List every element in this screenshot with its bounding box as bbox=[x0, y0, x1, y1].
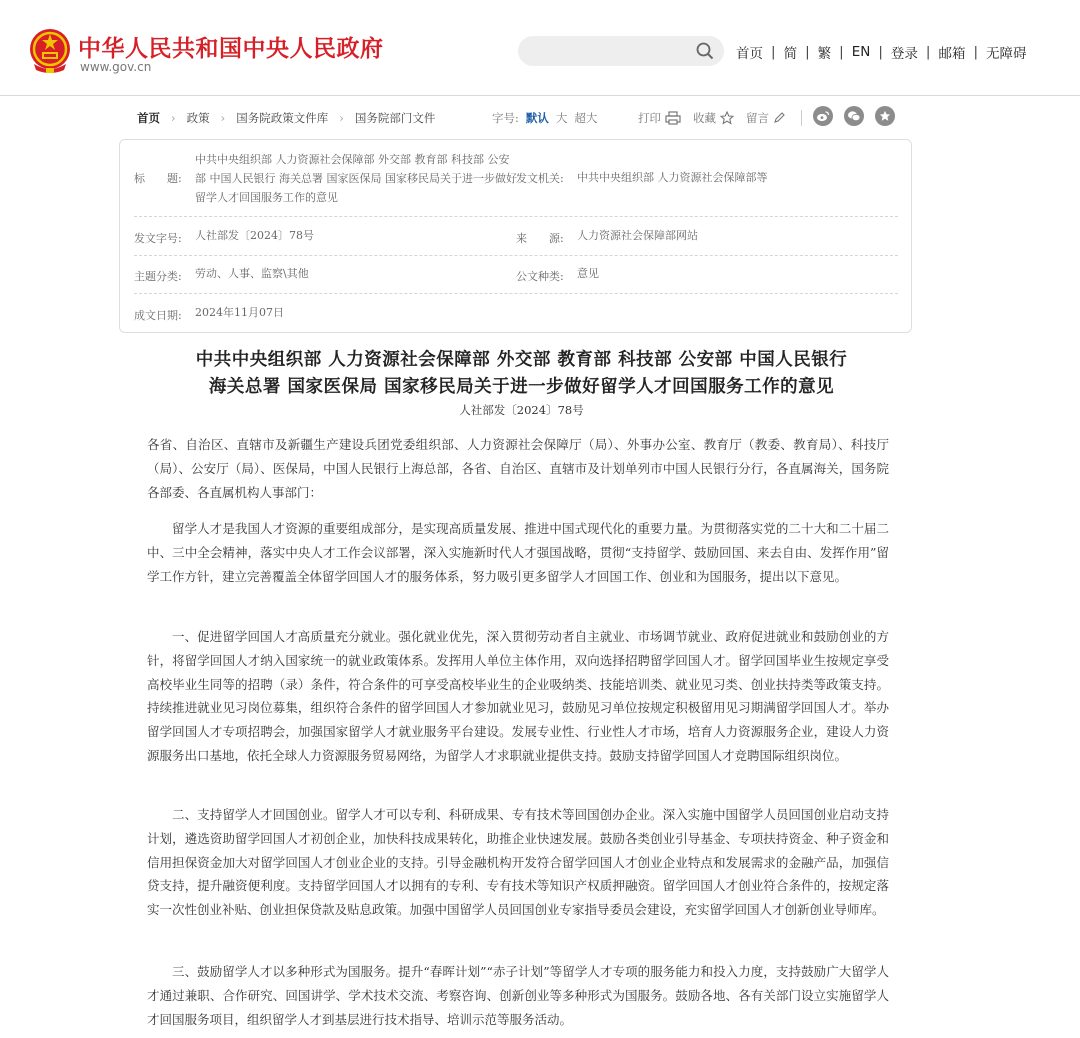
document-title-line2: 海关总署 国家医保局 国家移民局关于进一步做好留学人才回国服务工作的意见 bbox=[208, 377, 835, 397]
font-size-large[interactable]: 大 bbox=[555, 111, 568, 125]
document-number: 人社部发〔2024〕78号 bbox=[459, 403, 584, 417]
document-title-line1: 中共中央组织部 人力资源社会保障部 外交部 教育部 科技部 公安部 中国人民银行 bbox=[195, 350, 848, 370]
meta-category-label: 主题分类: bbox=[134, 270, 182, 283]
breadcrumb-policy-library[interactable]: 国务院政策文件库 bbox=[236, 111, 329, 125]
nav-login[interactable]: 登录 bbox=[890, 46, 918, 62]
top-nav bbox=[736, 42, 1027, 62]
nav-separator: | bbox=[878, 44, 883, 60]
document-addressees: 各省、自治区、直辖市及新疆生产建设兵团党委组织部、人力资源社会保障厅（局）、外事办公室、教育厅（教委、教育局）、科技厅（局）、公安厅（局）、医保局，中国人民银行上海总部，各省、自治区、直辖市及计划单列市中国人民银行分行，各直属海关，国务院各部委、各直属机构人事部门： bbox=[147, 437, 889, 500]
nav-home[interactable]: 首页 bbox=[736, 46, 763, 62]
chevron-right-icon: › bbox=[171, 111, 176, 125]
document-meta-table bbox=[119, 139, 912, 333]
meta-source-label: 来 源: bbox=[516, 232, 564, 245]
document-paragraph-2: 二、支持留学人才回国创业。留学人才可以专利、科研成果、专有技术等回国创办企业。深入实施中国留学人员回国创业启动支持计划，遴选资助留学回国人才初创企业，加快科技成果转化，助推企业快速发展。鼓励各类创业引导基金、专项扶持资金、种子资金和信用担保资金加大对留学回国人才创业企业的支持。引导金融机构开发符合留学回国人才创业企业特点和发展需求的金融产品，加强信贷支持，提升融资便利度。支持留学回国人才以拥有的专利、专有技术等知识产权质押融资。留学回国人才创业符合条件的，按规定落实一次性创业补贴、创业担保贷款及贴息政策。加强中国留学人员回国创业专家指导委员会建设，充实留学回国人才创新创业导师库。 bbox=[147, 807, 889, 918]
meta-issuer-label: 发文机关: bbox=[516, 172, 564, 185]
page-tools bbox=[638, 110, 816, 126]
national-emblem-logo[interactable] bbox=[29, 28, 71, 74]
star-icon bbox=[720, 111, 734, 125]
wechat-share-icon[interactable] bbox=[844, 106, 864, 126]
weibo-share-icon[interactable] bbox=[813, 106, 833, 126]
print-button[interactable] bbox=[638, 110, 681, 126]
nav-separator: | bbox=[973, 44, 979, 60]
comment-button[interactable] bbox=[746, 110, 785, 126]
meta-date-label: 成文日期: bbox=[134, 309, 182, 322]
font-size-switcher bbox=[492, 110, 597, 126]
font-size-xlarge[interactable]: 超大 bbox=[574, 111, 598, 125]
meta-row-category bbox=[134, 256, 898, 294]
site-header bbox=[0, 0, 1080, 96]
document-paragraph-1: 一、促进留学回国人才高质量充分就业。强化就业优先，深入贯彻劳动者自主就业、市场调节就业、政府促进就业和鼓励创业的方针，将留学回国人才纳入国家统一的就业政策体系。发挥用人单位主体作用，双向选择招聘留学回国人才。留学回国毕业生按规定享受高校毕业生同等的招聘（录）条件，符合条件的可享受高校毕业生的企业吸纳类、技能培训类、就业见习类、创业扶持类等政策支持。持续推进就业见习岗位募集，组织符合条件的留学回国人才参加就业见习，鼓励见习单位按规定积极留用见习期满留学回国人才。举办留学回国人才专项招聘会，加强国家留学人才就业服务平台建设。发展专业性、行业性人才市场，培育人力资源服务企业，建设人力资源服务出口基地，依托全球人力资源服务贸易网络，为留学人才求职就业提供支持。鼓励支持留学回国人才竞聘国际组织岗位。 bbox=[147, 629, 889, 763]
nav-separator: | bbox=[805, 44, 810, 60]
nav-accessibility[interactable]: 无障碍 bbox=[986, 46, 1027, 62]
site-name[interactable]: 中华人民共和国中央人民政府 bbox=[78, 36, 384, 62]
meta-title-label: 标 题: bbox=[134, 172, 182, 185]
chevron-right-icon: › bbox=[339, 111, 344, 125]
printer-icon bbox=[665, 111, 681, 125]
meta-source-value: 人力资源社会保障部网站 bbox=[577, 229, 698, 242]
breadcrumb-policy[interactable]: 政策 bbox=[186, 111, 210, 125]
breadcrumb-department-docs[interactable]: 国务院部门文件 bbox=[354, 111, 436, 125]
meta-type-label: 公文种类: bbox=[516, 270, 564, 283]
nav-traditional[interactable]: 繁 bbox=[817, 46, 832, 62]
meta-docno-value: 人社部发〔2024〕78号 bbox=[195, 229, 314, 242]
font-size-default[interactable]: 默认 bbox=[525, 111, 549, 125]
comment-label: 留言 bbox=[746, 111, 769, 125]
document-intro-paragraph: 留学人才是我国人才资源的重要组成部分，是实现高质量发展、推进中国式现代化的重要力量。为贯彻落实党的二十大和二十届二中、三中全会精神，落实中央人才工作会议部署，深入实施新时代人才强国战略，贯彻“支持留学、鼓励回国、来去自由、发挥作用”留学工作方针，建立完善覆盖全体留学回国人才的服务体系，努力吸引更多留学人才回国工作、创业和为国服务，提出以下意见。 bbox=[147, 521, 889, 584]
nav-english[interactable]: EN bbox=[851, 44, 871, 60]
breadcrumb-home[interactable]: 首页 bbox=[137, 111, 160, 125]
meta-docno-label: 发文字号: bbox=[134, 232, 182, 245]
font-size-label: 字号: bbox=[492, 111, 519, 125]
share-buttons bbox=[813, 106, 895, 126]
breadcrumb bbox=[137, 110, 435, 126]
meta-category-value: 劳动、人事、监察\其他 bbox=[195, 267, 309, 280]
favorite-button[interactable] bbox=[693, 110, 734, 126]
site-domain: www.gov.cn bbox=[80, 60, 152, 74]
favorite-share-icon[interactable] bbox=[875, 106, 895, 126]
meta-row-title bbox=[134, 140, 898, 217]
nav-separator: | bbox=[771, 44, 776, 60]
nav-mailbox[interactable]: 邮箱 bbox=[938, 46, 966, 62]
nav-simplified[interactable]: 简 bbox=[783, 46, 798, 62]
meta-issuer-value: 中共中央组织部 人力资源社会保障部等 bbox=[577, 171, 768, 184]
meta-type-value: 意见 bbox=[577, 267, 599, 280]
tools-divider bbox=[801, 110, 802, 126]
document-paragraph-3: 三、鼓励留学人才以多种形式为国服务。提升“春晖计划”“赤子计划”等留学人才专项的服务能力和投入力度，支持鼓励广大留学人才通过兼职、合作研究、回国讲学、学术技术交流、考察咨询、创新创业等多种形式为国服务。鼓励各地、各有关部门设立实施留学人才回国服务项目，组织留学人才到基层进行技术指导、培训示范等服务活动。 bbox=[147, 964, 889, 1027]
print-label: 打印 bbox=[638, 111, 661, 125]
meta-date-value: 2024年11月07日 bbox=[195, 306, 284, 319]
nav-separator: | bbox=[925, 44, 931, 60]
chevron-right-icon: › bbox=[220, 111, 226, 125]
search-icon[interactable] bbox=[696, 42, 714, 60]
nav-separator: | bbox=[839, 44, 844, 60]
meta-row-date bbox=[134, 294, 898, 332]
meta-title-value: 中共中央组织部 人力资源社会保障部 外交部 教育部 科技部 公安部 中国人民银行 海关总署 国家医保局 国家移民局关于进一步做好留学人才回国服务工作的意见 bbox=[195, 153, 517, 204]
pencil-icon bbox=[773, 112, 785, 124]
search-input[interactable] bbox=[518, 36, 724, 66]
favorite-label: 收藏 bbox=[693, 111, 716, 125]
meta-row-docno bbox=[134, 217, 898, 256]
